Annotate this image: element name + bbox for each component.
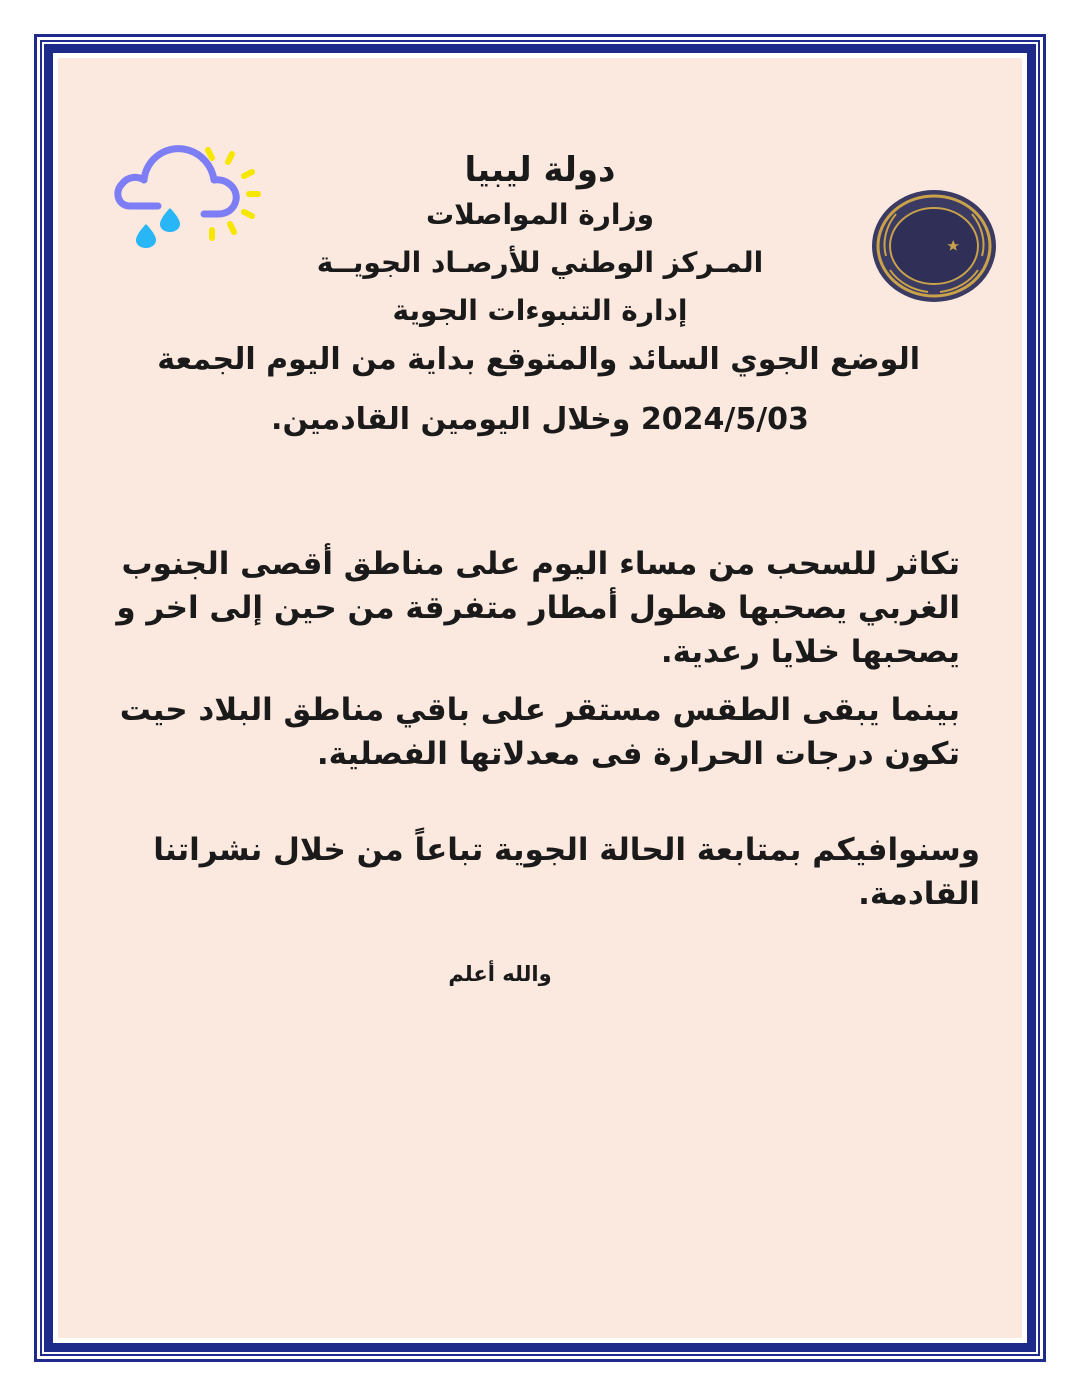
subject-date: 2024/5/03 [640,402,809,437]
department-name: إدارة التنبوءات الجوية [392,294,688,327]
forecast-paragraph-1: تكاثر للسحب من مساء اليوم على مناطق أقصى الجنوب الغربي يصحبها هطول أمطار متفرقة من حين إلى اخر و يصحبها خلايا رعدية. [116,546,960,670]
center-name: المـركز الوطني للأرصـاد الجويــة [316,246,764,279]
weather-cloud-rain-sun-icon [108,136,268,252]
forecast-paragraph-3: وسنوافيكم بمتابعة الحالة الجوية تباعاً من خلال نشراتنا القادمة. [153,832,980,912]
subject-line-2-text: وخلال اليومين القادمين. [271,402,641,437]
forecast-paragraph-2: بينما يبقى الطقس مستقر على باقي مناطق البلاد حيت تكون درجات الحرارة فى معدلاتها الفصلية. [119,692,960,772]
subject-line-1: الوضع الجوي السائد والمتوقع بداية من اليوم الجمعة [157,342,920,377]
ministry-emblem-logo [868,186,1000,306]
state-name: دولة ليبيا [464,150,616,190]
subject-line-2 [160,402,920,437]
closing-phrase: والله أعلم [448,962,552,986]
ministry-name: وزارة المواصلات [425,198,654,231]
